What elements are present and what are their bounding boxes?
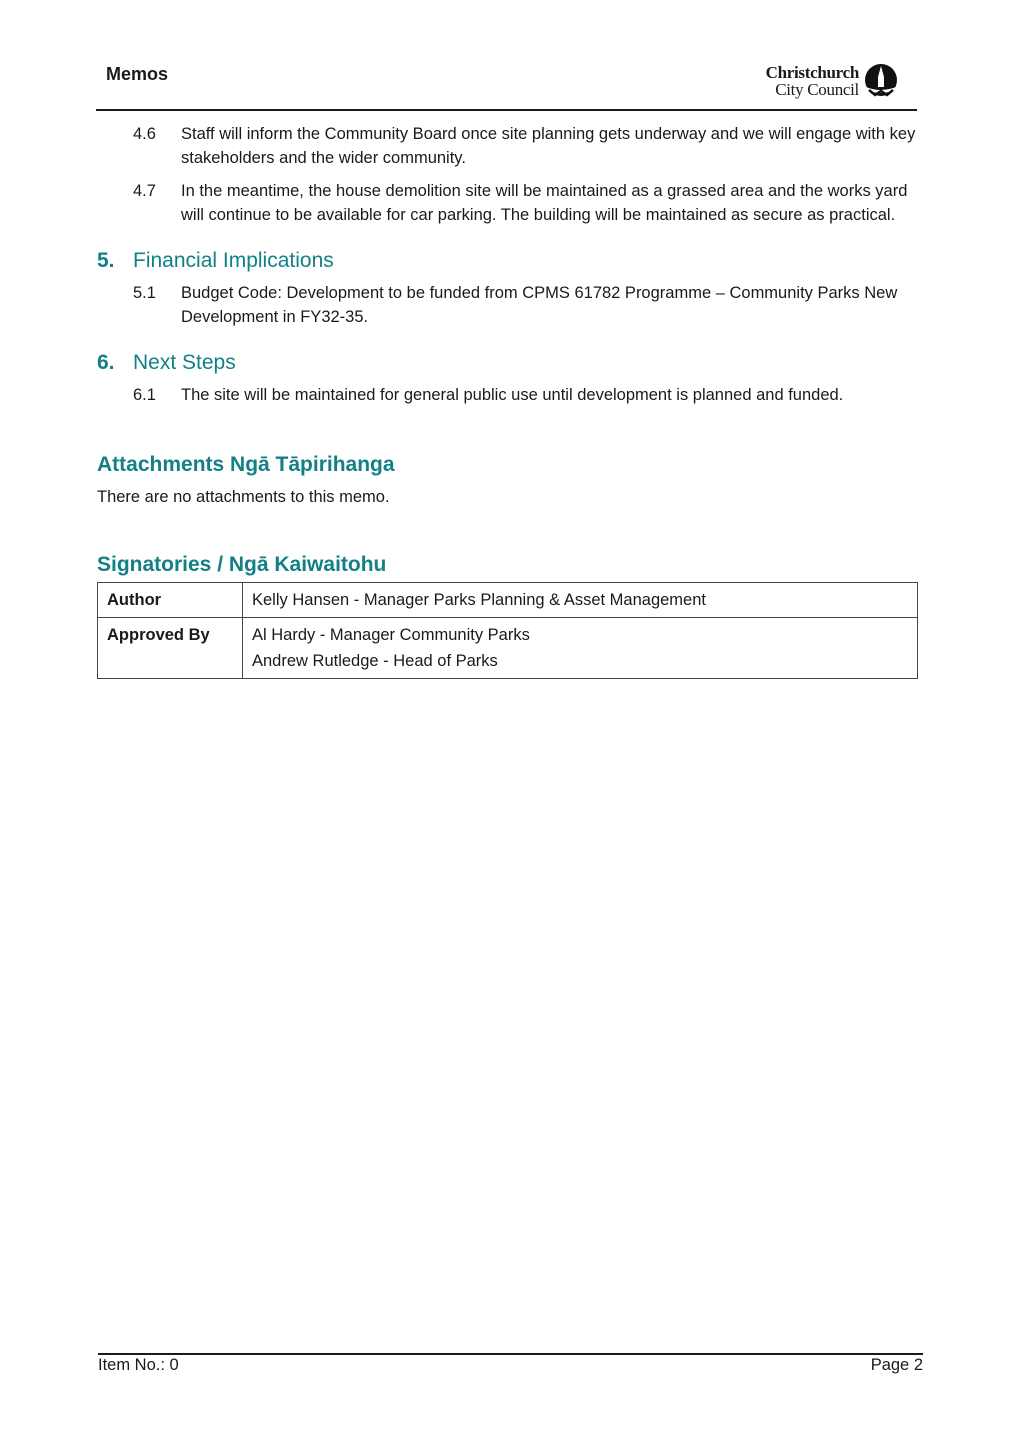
section-title: Financial Implications — [133, 249, 334, 272]
section-6-heading — [97, 349, 919, 377]
paragraph-4-6 — [97, 122, 919, 170]
page-footer — [98, 1353, 923, 1375]
logo-line2: City Council — [775, 80, 859, 99]
paragraph-number: 4.7 — [133, 182, 156, 200]
attachments-heading: Attachments Ngā Tāpirihanga — [97, 453, 395, 476]
paragraph-number: 4.6 — [133, 125, 156, 143]
paragraph-number: 5.1 — [133, 284, 156, 302]
author-label: Author — [98, 583, 243, 618]
page-number: Page 2 — [870, 1356, 923, 1374]
paragraph-text: The site will be maintained for general public use until development is planned and funded. — [181, 386, 844, 404]
section-number: 6. — [97, 351, 115, 374]
paragraph-text: Budget Code: Development to be funded from CPMS 61782 Programme – Community Parks New Development in FY32-35. — [181, 284, 898, 326]
paragraph-number: 6.1 — [133, 386, 156, 404]
paragraph-4-7 — [97, 179, 919, 227]
author-value: Kelly Hansen - Manager Parks Planning & Asset Management — [243, 583, 918, 618]
table-row — [98, 618, 918, 679]
logo-line1: Christchurch — [765, 63, 859, 82]
paragraph-5-1 — [97, 281, 919, 329]
item-number: Item No.: 0 — [98, 1356, 179, 1374]
approved-by-label: Approved By — [98, 618, 243, 679]
cathedral-emblem-icon — [863, 63, 899, 99]
paragraph-6-1 — [97, 383, 919, 407]
section-5-heading — [97, 247, 919, 275]
memo-body — [97, 122, 919, 679]
council-logo — [766, 62, 899, 100]
header-title: Memos — [106, 64, 169, 84]
signatories-heading: Signatories / Ngā Kaiwaitohu — [97, 553, 387, 576]
header-rule — [96, 109, 917, 111]
section-number: 5. — [97, 249, 115, 272]
signatories-table — [97, 582, 918, 679]
section-title: Next Steps — [133, 351, 236, 374]
approver-1: Al Hardy - Manager Community Parks — [252, 626, 530, 644]
approved-by-values — [243, 618, 918, 679]
footer-rule — [98, 1353, 923, 1355]
approver-2: Andrew Rutledge - Head of Parks — [252, 652, 498, 670]
table-row — [98, 583, 918, 618]
paragraph-text: In the meantime, the house demolition site will be maintained as a grassed area and the works yard will continue to be available for car parking. The building will be maintained as secure as practical. — [181, 182, 908, 224]
attachments-text: There are no attachments to this memo. — [97, 488, 390, 506]
paragraph-text: Staff will inform the Community Board once site planning gets underway and we will engage with key stakeholders and the wider community. — [181, 125, 916, 167]
page-header — [96, 58, 917, 110]
